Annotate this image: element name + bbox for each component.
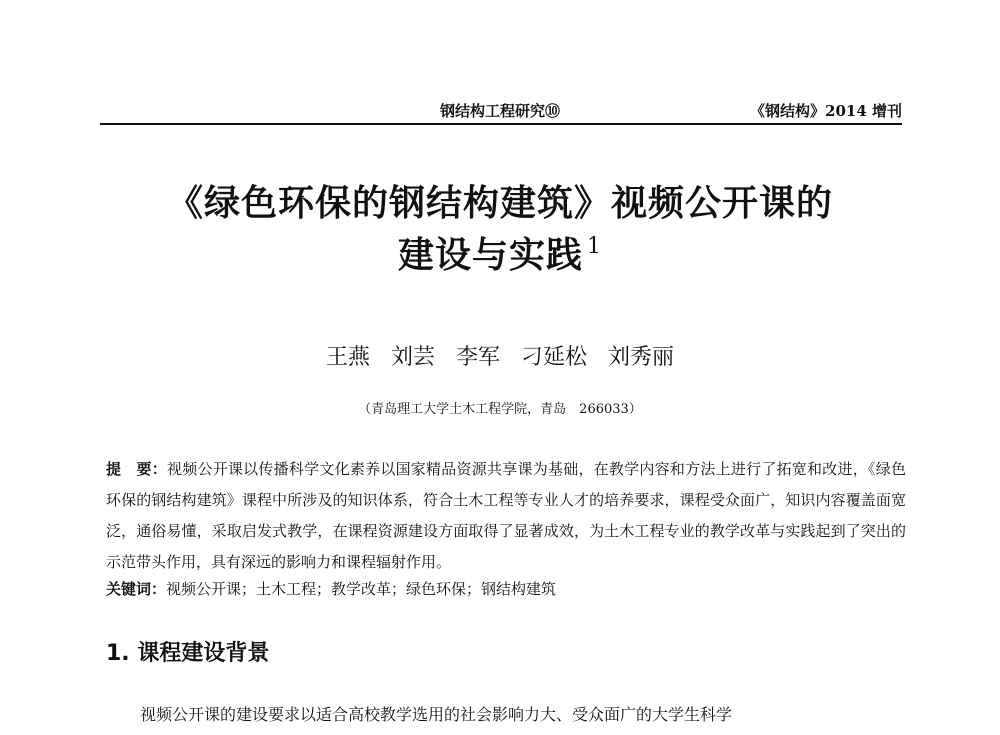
abstract-text: 视频公开课以传播科学文化素养以国家精品资源共享课为基础，在教学内容和方法上进行了拓宽和改进，《绿色环保的钢结构建筑》课程中所涉及的知识体系，符合土木工程等专业人才的培养要求，课程受众面广，知识内容覆盖面宽泛，通俗易懂，采取启发式教学，在课程资源建设方面取得了显著成效，为土木工程专业的教学改革与实践起到了突出的示范带头作用，具有深远的影响力和课程辐射作用。 bbox=[106, 460, 906, 571]
author: 王燕 bbox=[325, 345, 370, 370]
title-footnote-mark: 1 bbox=[587, 234, 602, 259]
abstract bbox=[106, 454, 906, 578]
author: 刁延松 bbox=[521, 345, 588, 370]
affiliation: （青岛理工大学土木工程学院，青岛 266033） bbox=[358, 402, 642, 417]
author: 李军 bbox=[455, 345, 500, 370]
author: 刘秀丽 bbox=[608, 345, 675, 370]
keywords-text: 视频公开课；土木工程；教学改革；绿色环保；钢结构建筑 bbox=[166, 580, 557, 598]
title-line-2 bbox=[0, 230, 1000, 287]
keywords-label: 关键词： bbox=[106, 580, 167, 598]
section-heading: 1. 课程建设背景 bbox=[106, 641, 270, 666]
journal-name: 《钢结构》2014 增刊 bbox=[750, 102, 902, 120]
header-rule bbox=[100, 123, 902, 125]
keywords bbox=[106, 578, 906, 599]
title-line-2-text: 建设与实践 bbox=[397, 235, 583, 276]
series-name: 钢结构工程研究⑩ bbox=[440, 102, 561, 120]
author: 刘芸 bbox=[390, 345, 435, 370]
title-line-1: 《绿色环保的钢结构建筑》视频公开课的 bbox=[166, 183, 833, 224]
running-header bbox=[100, 100, 902, 124]
author-list bbox=[0, 340, 1000, 371]
body-paragraph: 视频公开课的建设要求以适合高校教学选用的社会影响力大、受众面广的大学生科学 bbox=[140, 705, 733, 724]
abstract-label: 提 要： bbox=[106, 460, 167, 478]
paper-title bbox=[0, 178, 1000, 287]
